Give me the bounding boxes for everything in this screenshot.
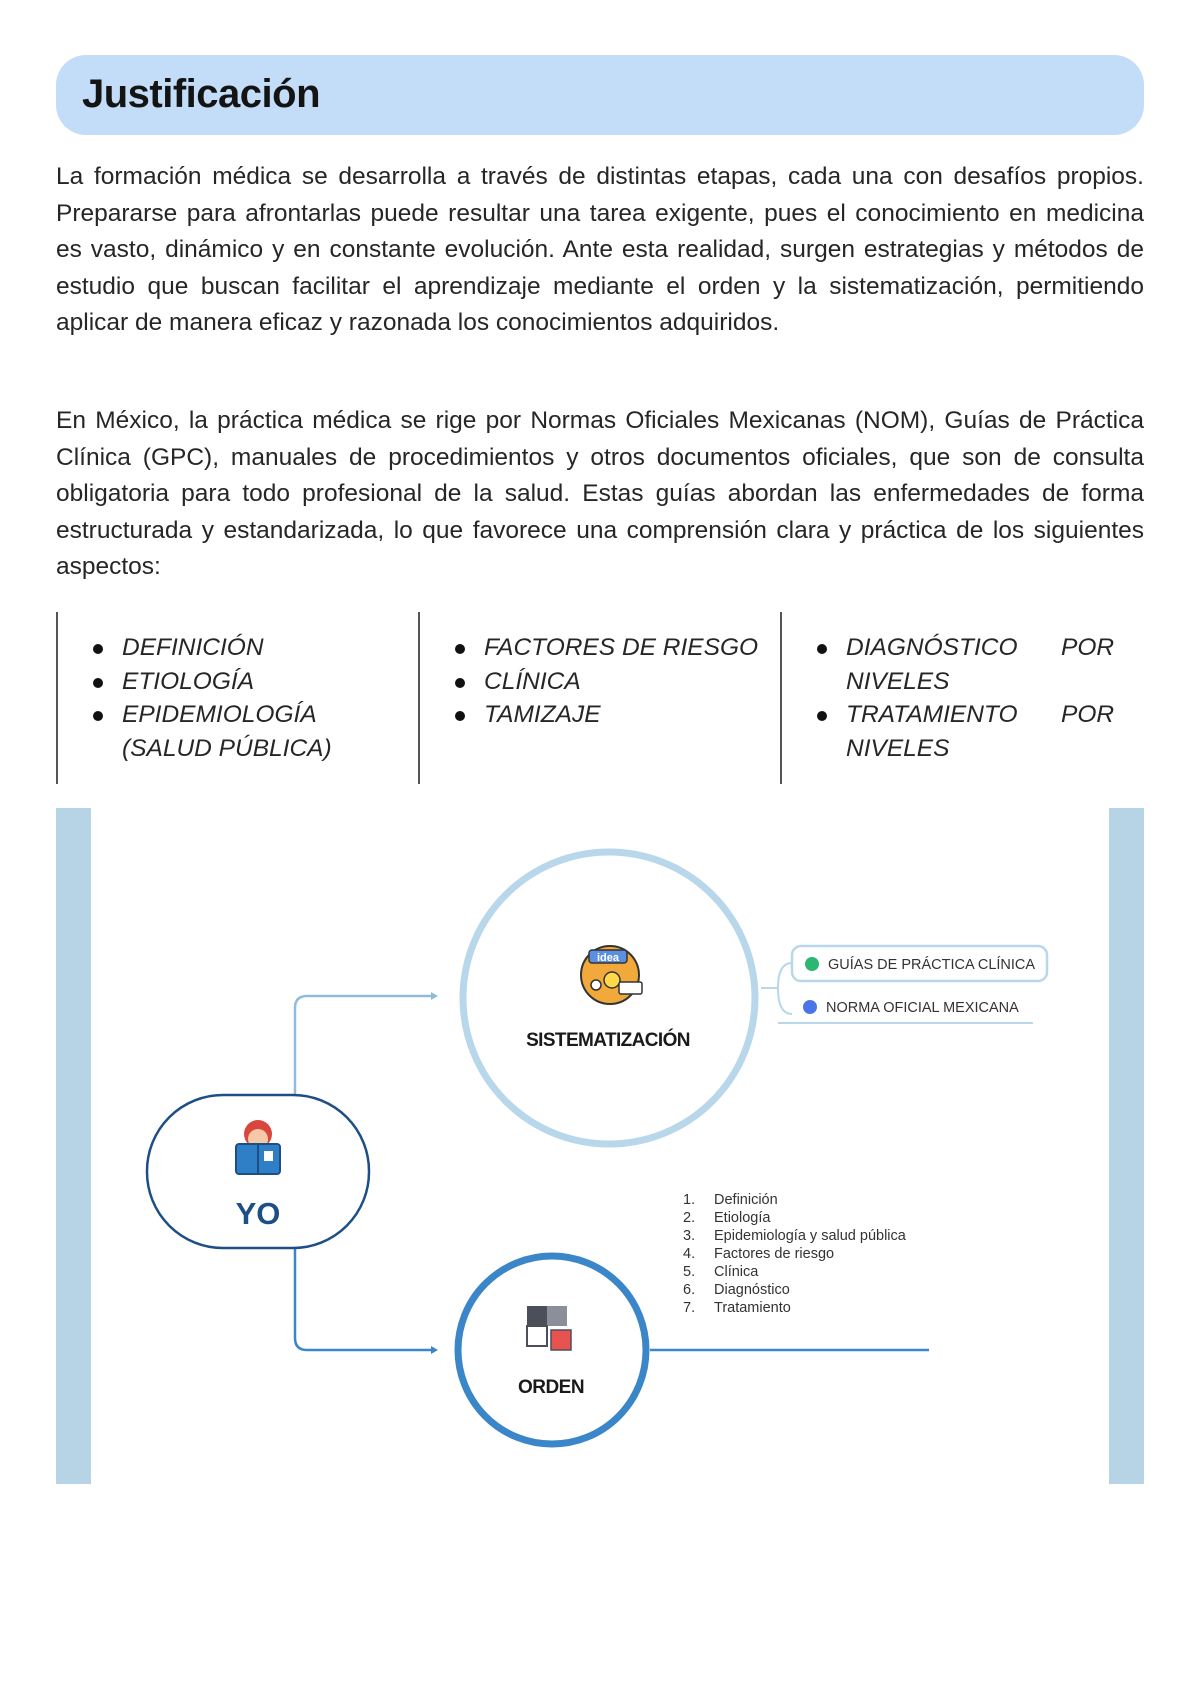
aspects-column-1 <box>56 631 417 783</box>
aspects-column-2 <box>418 631 779 783</box>
tags-connector <box>778 963 792 988</box>
svg-text:idea: idea <box>596 952 620 964</box>
list-item: EPIDEMIOLOGÍA (SALUD PÚBLICA) <box>56 698 352 765</box>
svg-text:2.: 2. <box>683 1210 696 1226</box>
svg-text:3.: 3. <box>683 1228 696 1244</box>
list-item: FACTORES DE RIESGO <box>418 631 779 665</box>
list-item: Definición <box>714 1192 778 1208</box>
tag-nom-label: NORMA OFICIAL MEXICANA <box>826 1000 1019 1016</box>
section-header <box>56 55 1144 135</box>
list-item: DIAGNÓSTICO POR NIVELES <box>780 631 1141 698</box>
orden-list <box>683 1192 907 1316</box>
connector-bottom <box>295 1230 431 1350</box>
study-method-diagram <box>56 808 1144 1484</box>
list-item: Etiología <box>714 1210 771 1226</box>
diagram-canvas <box>56 808 1144 1484</box>
svg-text:5.: 5. <box>683 1264 696 1280</box>
tag-gpc-label: GUÍAS DE PRÁCTICA CLÍNICA <box>828 957 1036 973</box>
list-item: ETIOLOGÍA <box>56 665 417 699</box>
bullet-icon <box>455 644 465 654</box>
bullet-icon <box>455 711 465 721</box>
svg-text:1.: 1. <box>683 1192 696 1208</box>
bullet-icon <box>817 711 827 721</box>
connector-top <box>295 996 431 1098</box>
list-item: TAMIZAJE <box>418 698 779 732</box>
svg-text:4.: 4. <box>683 1246 696 1262</box>
sistematizacion-label: SISTEMATIZACIÓN <box>526 1030 690 1051</box>
bullet-icon <box>93 711 103 721</box>
arrow-bottom-icon <box>431 1346 438 1354</box>
list-item: Diagnóstico <box>714 1282 790 1298</box>
bullet-icon <box>93 644 103 654</box>
bullet-icon <box>817 644 827 654</box>
list-item: CLÍNICA <box>418 665 779 699</box>
list-item: TRATAMIENTO POR NIVELES <box>780 698 1141 765</box>
yo-label: YO <box>235 1196 281 1231</box>
aspects-column-3 <box>780 631 1141 783</box>
paragraph-mexico: En México, la práctica médica se rige por Normas Oficiales Mexicanas (NOM), Guías de Práctica Clínica (GPC), manuales de procedimientos y otros documentos oficiales, que son de consulta obligatoria para todo profesional de la salud. Estas guías abordan las enfermedades de forma estructurada y estandarizada, lo que favorece una comprensión clara y práctica de los siguientes aspectos: <box>56 407 1144 581</box>
blue-dot-icon <box>803 1000 817 1014</box>
list-item: Epidemiología y salud pública <box>714 1228 906 1244</box>
list-item: Tratamiento <box>714 1300 791 1316</box>
page-title: Justificación <box>82 72 321 116</box>
list-item: Factores de riesgo <box>714 1246 835 1262</box>
paragraph-intro: La formación médica se desarrolla a través de distintas etapas, cada una con desafíos propios. Prepararse para afrontarlas puede resultar una tarea exigente, pues el conocimiento en medicina es vasto, dinámico y en constante evolución. Ante esta realidad, surgen estrategias y métodos de estudio que buscan facilitar el aprendizaje mediante el orden y la sistematización, permitiendo aplicar de manera eficaz y razonada los conocimientos adquiridos. <box>56 163 1144 337</box>
bullet-icon <box>455 678 465 688</box>
bullet-icon <box>93 678 103 688</box>
svg-text:6.: 6. <box>683 1282 696 1298</box>
green-dot-icon <box>805 957 819 971</box>
list-item: Clínica <box>714 1264 759 1280</box>
orden-label: ORDEN <box>517 1377 585 1398</box>
arrow-top-icon <box>431 992 438 1000</box>
list-item: DEFINICIÓN <box>56 631 417 665</box>
svg-text:7.: 7. <box>683 1300 696 1316</box>
